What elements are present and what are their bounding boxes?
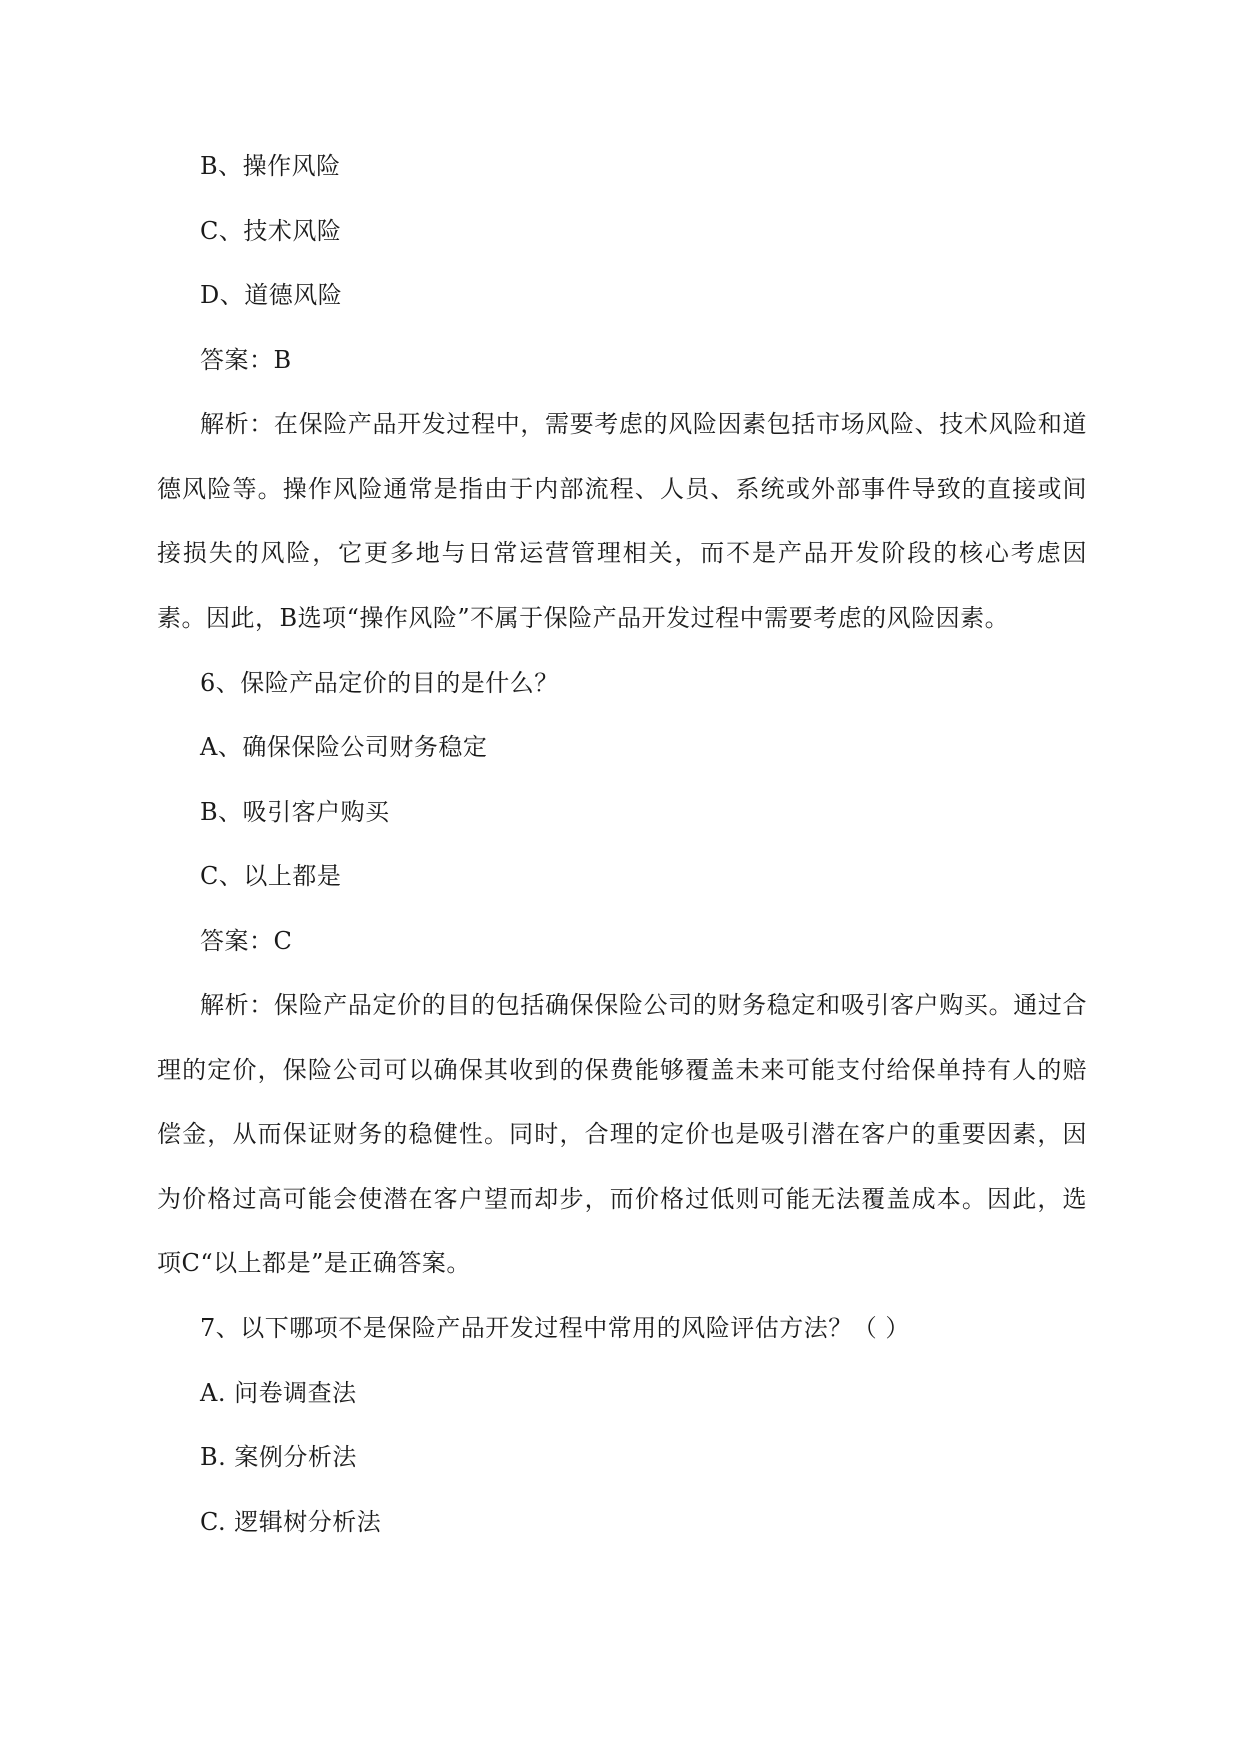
q5-option-b: B、操作风险 — [200, 152, 341, 180]
q6-option-a: A、确保保险公司财务稳定 — [200, 733, 488, 761]
q6-option-c: C、以上都是 — [200, 862, 342, 890]
q6-answer: 答案：C — [200, 927, 293, 955]
q6-question: 6、保险产品定价的目的是什么？ — [200, 669, 559, 697]
q5-option-d: D、道德风险 — [200, 281, 343, 309]
q7-option-a: A. 问卷调查法 — [200, 1379, 357, 1407]
q7-option-b: B. 案例分析法 — [200, 1443, 357, 1471]
q5-explanation: 解析：在保险产品开发过程中，需要考虑的风险因素包括市场风险、技术风险和道德风险等。操作风险通常是指由于内部流程、人员、系统或外部事件导致的直接或间接损失的风险，它更多地与日常运营管理相关，而不是产品开发阶段的核心考虑因素。因此，B选项“操作风险”不属于保险产品开发过程中需要考虑的风险因素。 — [157, 410, 1087, 632]
q5-option-c: C、技术风险 — [200, 217, 342, 245]
q6-explanation: 解析：保险产品定价的目的包括确保保险公司的财务稳定和吸引客户购买。通过合理的定价，保险公司可以确保其收到的保费能够覆盖未来可能支付给保单持有人的赔偿金，从而保证财务的稳健性。同时，合理的定价也是吸引潜在客户的重要因素，因为价格过高可能会使潜在客户望而却步，而价格过低则可能无法覆盖成本。因此，选项C“以上都是”是正确答案。 — [157, 991, 1087, 1277]
q6-option-b: B、吸引客户购买 — [200, 798, 390, 826]
q5-answer: 答案：B — [200, 346, 292, 374]
q7-option-c: C. 逻辑树分析法 — [200, 1508, 382, 1536]
q7-question: 7、以下哪项不是保险产品开发过程中常用的风险评估方法？（ ） — [200, 1314, 910, 1342]
